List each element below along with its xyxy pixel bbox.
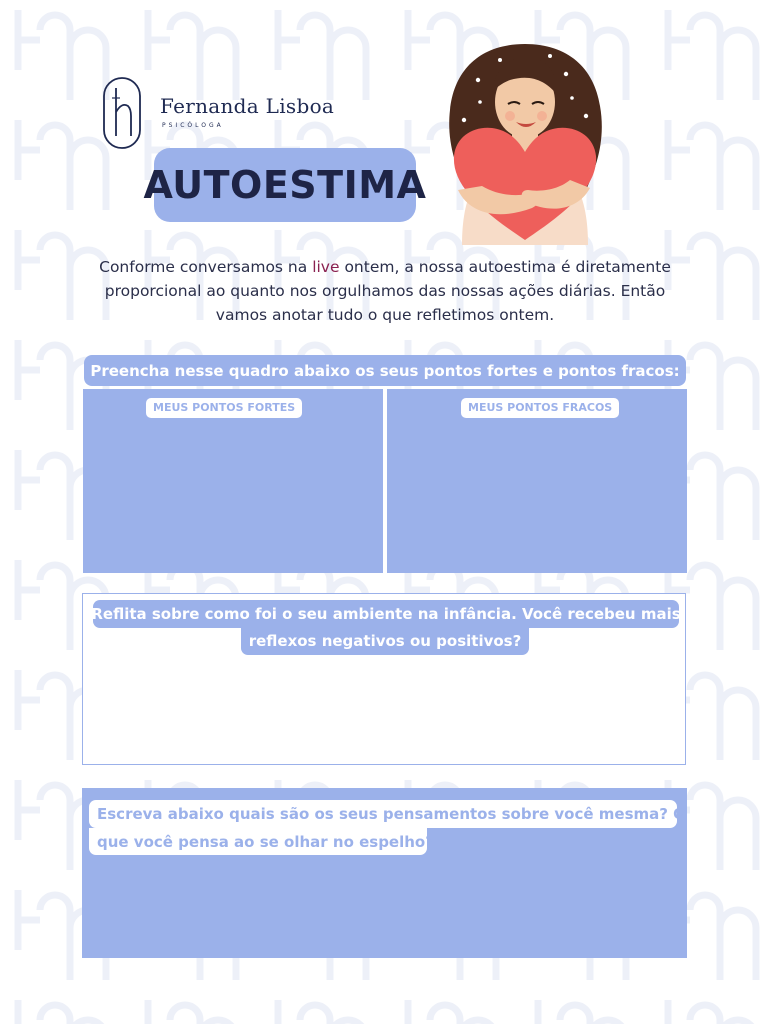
- childhood-question-line2: reflexos negativos ou positivos?: [241, 627, 529, 655]
- page-title: AUTOESTIMA: [143, 163, 427, 207]
- self-question-line1: Escreva abaixo quais são os seus pensamentos sobre você mesma? O: [89, 800, 677, 828]
- self-thoughts-area[interactable]: [82, 788, 687, 958]
- woman-hugging-heart-illustration: [440, 40, 610, 245]
- strengths-section-header: Preencha nesse quadro abaixo os seus pontos fortes e pontos fracos:: [84, 355, 686, 386]
- title-banner: [143, 148, 427, 222]
- strengths-input-area[interactable]: [83, 389, 383, 573]
- brand-logo: [102, 76, 342, 150]
- weaknesses-label: MEUS PONTOS FRACOS: [461, 398, 619, 418]
- brand-name: Fernanda Lisboa: [160, 94, 335, 118]
- weaknesses-input-area[interactable]: [387, 389, 687, 573]
- intro-text-part1: Conforme conversamos na: [99, 258, 313, 276]
- childhood-reflection-area[interactable]: [82, 593, 686, 765]
- childhood-question-line1: Reflita sobre como foi o seu ambiente na infância. Você recebeu mais: [93, 600, 679, 628]
- fh-monogram-icon: [102, 76, 142, 150]
- brand-subtitle: PSICÓLOGA: [162, 122, 224, 129]
- strengths-label: MEUS PONTOS FORTES: [146, 398, 302, 418]
- self-question-line2: que você pensa ao se olhar no espelho?: [89, 828, 427, 855]
- intro-highlight-live: live: [312, 258, 340, 276]
- intro-text-part2: ontem, a nossa autoestima é diretamente proporcional ao quanto nos orgulhamos das nossas ações diárias. Então vamos anotar tudo o que refletimos ontem.: [104, 258, 671, 324]
- intro-paragraph: [80, 255, 690, 327]
